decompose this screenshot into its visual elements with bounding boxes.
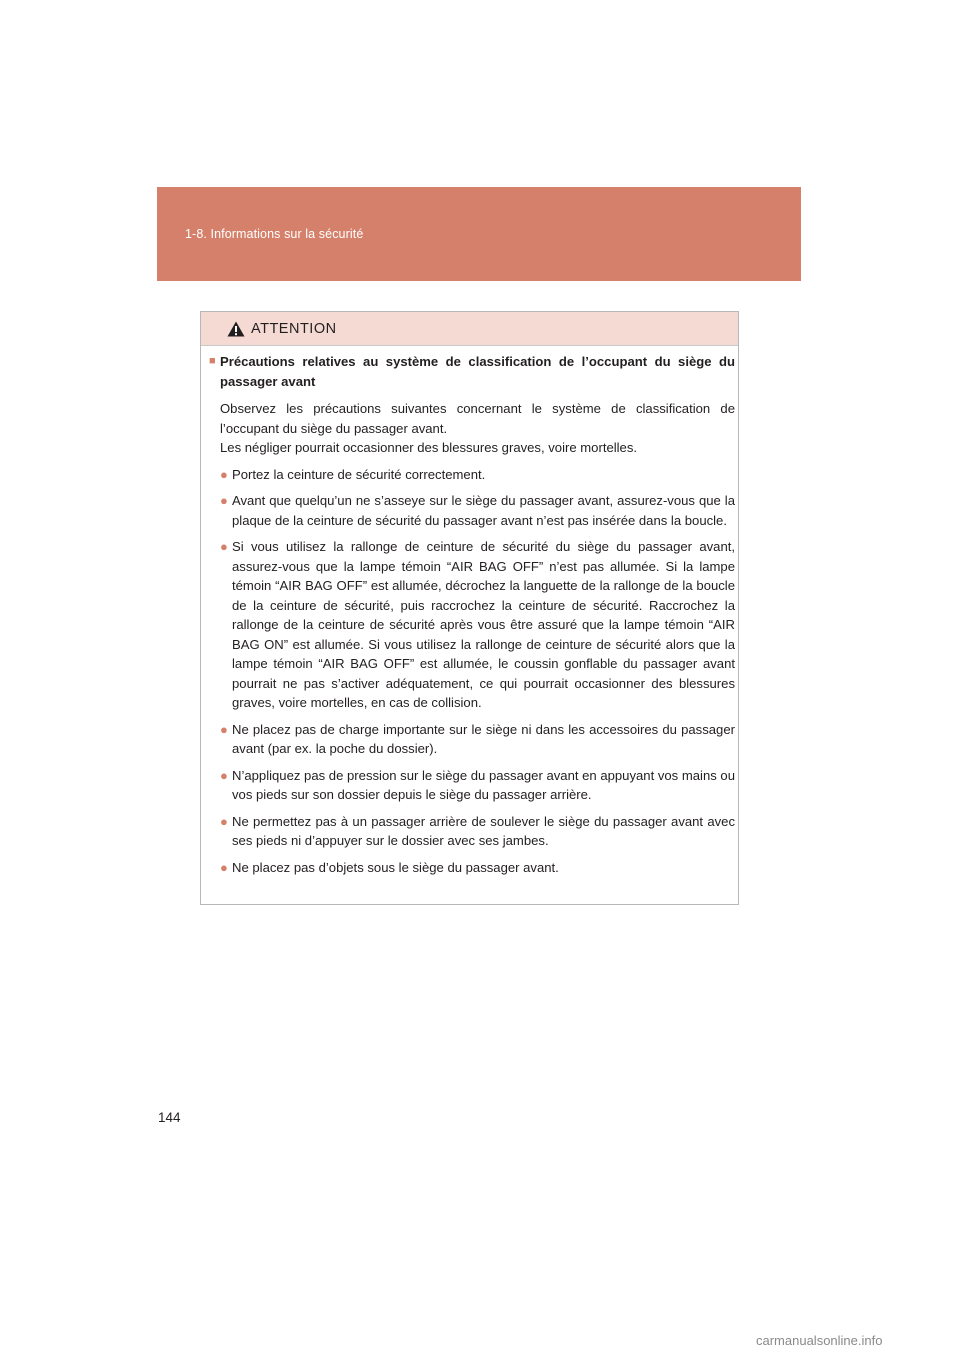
- bullet-dot-icon: ●: [220, 493, 228, 508]
- warning-triangle-icon: [227, 321, 251, 337]
- list-item: ● Avant que quelqu’un ne s’asseye sur le siège du passager avant, assurez-vous que la plaque de la ceinture de sécurité du passager avant n’est pas insérée dans la boucle.: [220, 491, 735, 530]
- intro-paragraph-2: Les négliger pourrait occasionner des blessures graves, voire mortelles.: [220, 440, 638, 455]
- page-number: 144: [158, 1110, 181, 1125]
- bullet-dot-icon: ●: [220, 767, 228, 783]
- list-item: ● Portez la ceinture de sécurité correctement.: [220, 465, 735, 485]
- precaution-heading-text: Précautions relatives au système de classification de l’occupant du siège du passager avant: [220, 354, 735, 389]
- section-title: 1-8. Informations sur la sécurité: [185, 227, 364, 241]
- intro-paragraph-1: Observez les précautions suivantes concernant le système de classification de l’occupant du siège du passager avant.: [220, 401, 735, 436]
- attention-box: [200, 311, 739, 905]
- list-item: ● Ne permettez pas à un passager arrière de soulever le siège du passager avant avec ses pieds ni d’appuyer sur le dossier avec ses jambes.: [220, 812, 735, 851]
- list-item: ● Ne placez pas d’objets sous le siège du passager avant.: [220, 858, 735, 878]
- bullet-dot-icon: ●: [220, 466, 228, 482]
- precaution-list: [220, 465, 735, 878]
- square-bullet-icon: ■: [209, 355, 216, 367]
- attention-label: ATTENTION: [251, 320, 337, 337]
- list-item: ● Ne placez pas de charge importante sur le siège ni dans les accessoires du passager avant (par ex. la poche du dossier).: [220, 720, 735, 759]
- list-item: ● Si vous utilisez la rallonge de ceinture de sécurité du siège du passager avant, assurez-vous que la lampe témoin “AIR BAG OFF” n’est pas allumée. Si la lampe témoin “AIR BAG OFF” est allumée, décrochez la languette de la rallonge de la boucle de la ceinture de sécurité, puis raccrochez la ceinture de sécurité. Raccrochez la rallonge de la ceinture de sécurité après vous être assuré que la lampe témoin “AIR BAG ON” est allumée. Si vous utilisez la rallonge de ceinture de sécurité alors que la lampe témoin “AIR BAG OFF” est allumée, le coussin gonflable du passager avant pourrait ne pas s’activer adéquatement, ce qui pourrait occasionner des blessures graves, voire mortelles, en cas de collision.: [220, 537, 735, 713]
- precaution-intro: [220, 399, 735, 458]
- watermark-link[interactable]: carmanualsonline.info: [756, 1333, 883, 1348]
- bullet-dot-icon: ●: [220, 539, 228, 554]
- bullet-dot-icon: ●: [220, 813, 228, 829]
- list-item: ● N’appliquez pas de pression sur le siège du passager avant en appuyant vos mains ou vos pieds sur son dossier depuis le siège du passager arrière.: [220, 766, 735, 805]
- section-header-band: [157, 187, 801, 281]
- precaution-heading: [209, 352, 735, 391]
- bullet-dot-icon: ●: [220, 859, 228, 875]
- bullet-dot-icon: ●: [220, 721, 228, 737]
- attention-body: [209, 352, 735, 884]
- attention-header: [201, 312, 738, 346]
